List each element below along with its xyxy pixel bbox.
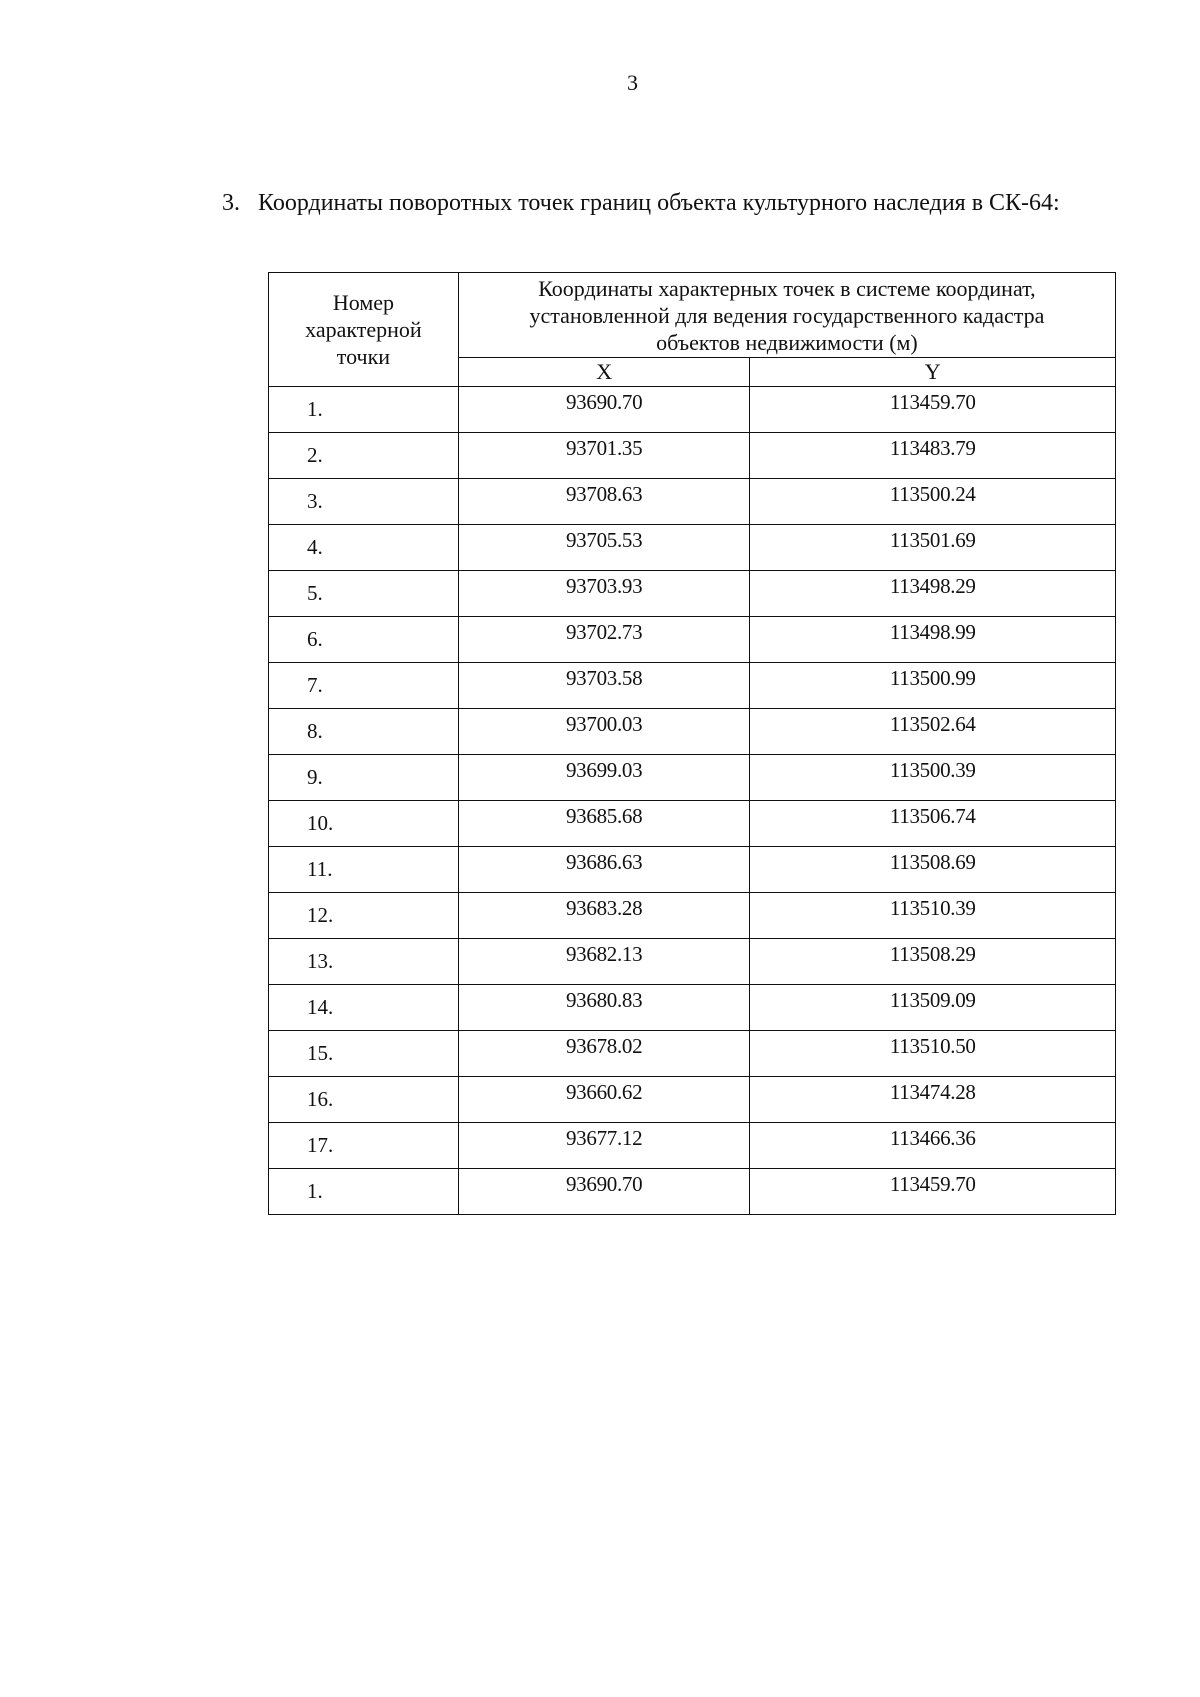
point-number-cell: 8. — [269, 709, 459, 755]
x-coordinate-cell: 93690.70 — [458, 1169, 750, 1215]
x-coordinate-cell: 93685.68 — [458, 801, 750, 847]
x-coordinate-cell: 93699.03 — [458, 755, 750, 801]
section-title: Координаты поворотных точек границ объекта культурного наследия в СК-64: — [258, 190, 1060, 216]
y-coordinate-cell: 113500.24 — [750, 479, 1116, 525]
point-number-cell: 5. — [269, 571, 459, 617]
point-number-cell: 10. — [269, 801, 459, 847]
point-number-cell: 16. — [269, 1077, 459, 1123]
x-coordinate-cell: 93700.03 — [458, 709, 750, 755]
table-row — [269, 479, 1116, 525]
table-row — [269, 1031, 1116, 1077]
header-point-line: точки — [336, 344, 391, 369]
header-coords-line: объектов недвижимости (м) — [656, 329, 918, 355]
section-heading — [222, 190, 1060, 217]
page-number: 3 — [627, 70, 638, 95]
y-coordinate-cell: 113506.74 — [750, 801, 1116, 847]
table-row — [269, 939, 1116, 985]
y-coordinate-cell: 113459.70 — [750, 387, 1116, 433]
point-number-cell: 14. — [269, 985, 459, 1031]
x-coordinate-cell: 93708.63 — [458, 479, 750, 525]
point-number-cell: 1. — [269, 1169, 459, 1215]
y-coordinate-cell: 113508.29 — [750, 939, 1116, 985]
y-coordinate-cell: 113459.70 — [750, 1169, 1116, 1215]
table-row — [269, 1169, 1116, 1215]
x-coordinate-cell: 93683.28 — [458, 893, 750, 939]
y-coordinate-cell: 113466.36 — [750, 1123, 1116, 1169]
x-coordinate-cell: 93680.83 — [458, 985, 750, 1031]
point-number-cell: 17. — [269, 1123, 459, 1169]
table-row — [269, 617, 1116, 663]
point-number-cell: 6. — [269, 617, 459, 663]
point-number-cell: 12. — [269, 893, 459, 939]
header-coords-line: установленной для ведения государственного кадастра — [529, 302, 1045, 328]
point-number-cell: 1. — [269, 387, 459, 433]
y-coordinate-cell: 113508.69 — [750, 847, 1116, 893]
point-number-cell: 9. — [269, 755, 459, 801]
header-point-line: Номер — [332, 290, 394, 315]
y-coordinate-cell: 113510.39 — [750, 893, 1116, 939]
y-coordinate-cell: 113500.99 — [750, 663, 1116, 709]
section-number: 3. — [222, 190, 240, 216]
table-row — [269, 755, 1116, 801]
y-coordinate-cell: 113500.39 — [750, 755, 1116, 801]
header-x: X — [458, 358, 750, 387]
point-number-cell: 13. — [269, 939, 459, 985]
table-row — [269, 1123, 1116, 1169]
x-coordinate-cell: 93705.53 — [458, 525, 750, 571]
x-coordinate-cell: 93686.63 — [458, 847, 750, 893]
coordinates-table — [268, 272, 1116, 1215]
point-number-cell: 3. — [269, 479, 459, 525]
point-number-cell: 11. — [269, 847, 459, 893]
x-coordinate-cell: 93690.70 — [458, 387, 750, 433]
table-row — [269, 525, 1116, 571]
y-coordinate-cell: 113502.64 — [750, 709, 1116, 755]
x-coordinate-cell: 93660.62 — [458, 1077, 750, 1123]
point-number-cell: 7. — [269, 663, 459, 709]
y-coordinate-cell: 113498.29 — [750, 571, 1116, 617]
x-coordinate-cell: 93702.73 — [458, 617, 750, 663]
y-coordinate-cell: 113483.79 — [750, 433, 1116, 479]
x-coordinate-cell: 93703.58 — [458, 663, 750, 709]
x-coordinate-cell: 93677.12 — [458, 1123, 750, 1169]
table-row — [269, 663, 1116, 709]
header-point-number — [269, 273, 459, 387]
header-y: Y — [750, 358, 1116, 387]
x-coordinate-cell: 93678.02 — [458, 1031, 750, 1077]
table-row — [269, 387, 1116, 433]
table-row — [269, 433, 1116, 479]
table-row — [269, 985, 1116, 1031]
x-coordinate-cell: 93701.35 — [458, 433, 750, 479]
x-coordinate-cell: 93703.93 — [458, 571, 750, 617]
header-coordinates — [458, 273, 1115, 358]
table-row — [269, 801, 1116, 847]
x-coordinate-cell: 93682.13 — [458, 939, 750, 985]
header-coords-line: Координаты характерных точек в системе координат, — [538, 275, 1036, 301]
header-point-line: характерной — [305, 317, 422, 342]
point-number-cell: 15. — [269, 1031, 459, 1077]
point-number-cell: 4. — [269, 525, 459, 571]
table-row — [269, 709, 1116, 755]
table-row — [269, 571, 1116, 617]
table-row — [269, 847, 1116, 893]
y-coordinate-cell: 113501.69 — [750, 525, 1116, 571]
point-number-cell: 2. — [269, 433, 459, 479]
y-coordinate-cell: 113498.99 — [750, 617, 1116, 663]
y-coordinate-cell: 113474.28 — [750, 1077, 1116, 1123]
y-coordinate-cell: 113510.50 — [750, 1031, 1116, 1077]
table-row — [269, 1077, 1116, 1123]
y-coordinate-cell: 113509.09 — [750, 985, 1116, 1031]
table-row — [269, 893, 1116, 939]
